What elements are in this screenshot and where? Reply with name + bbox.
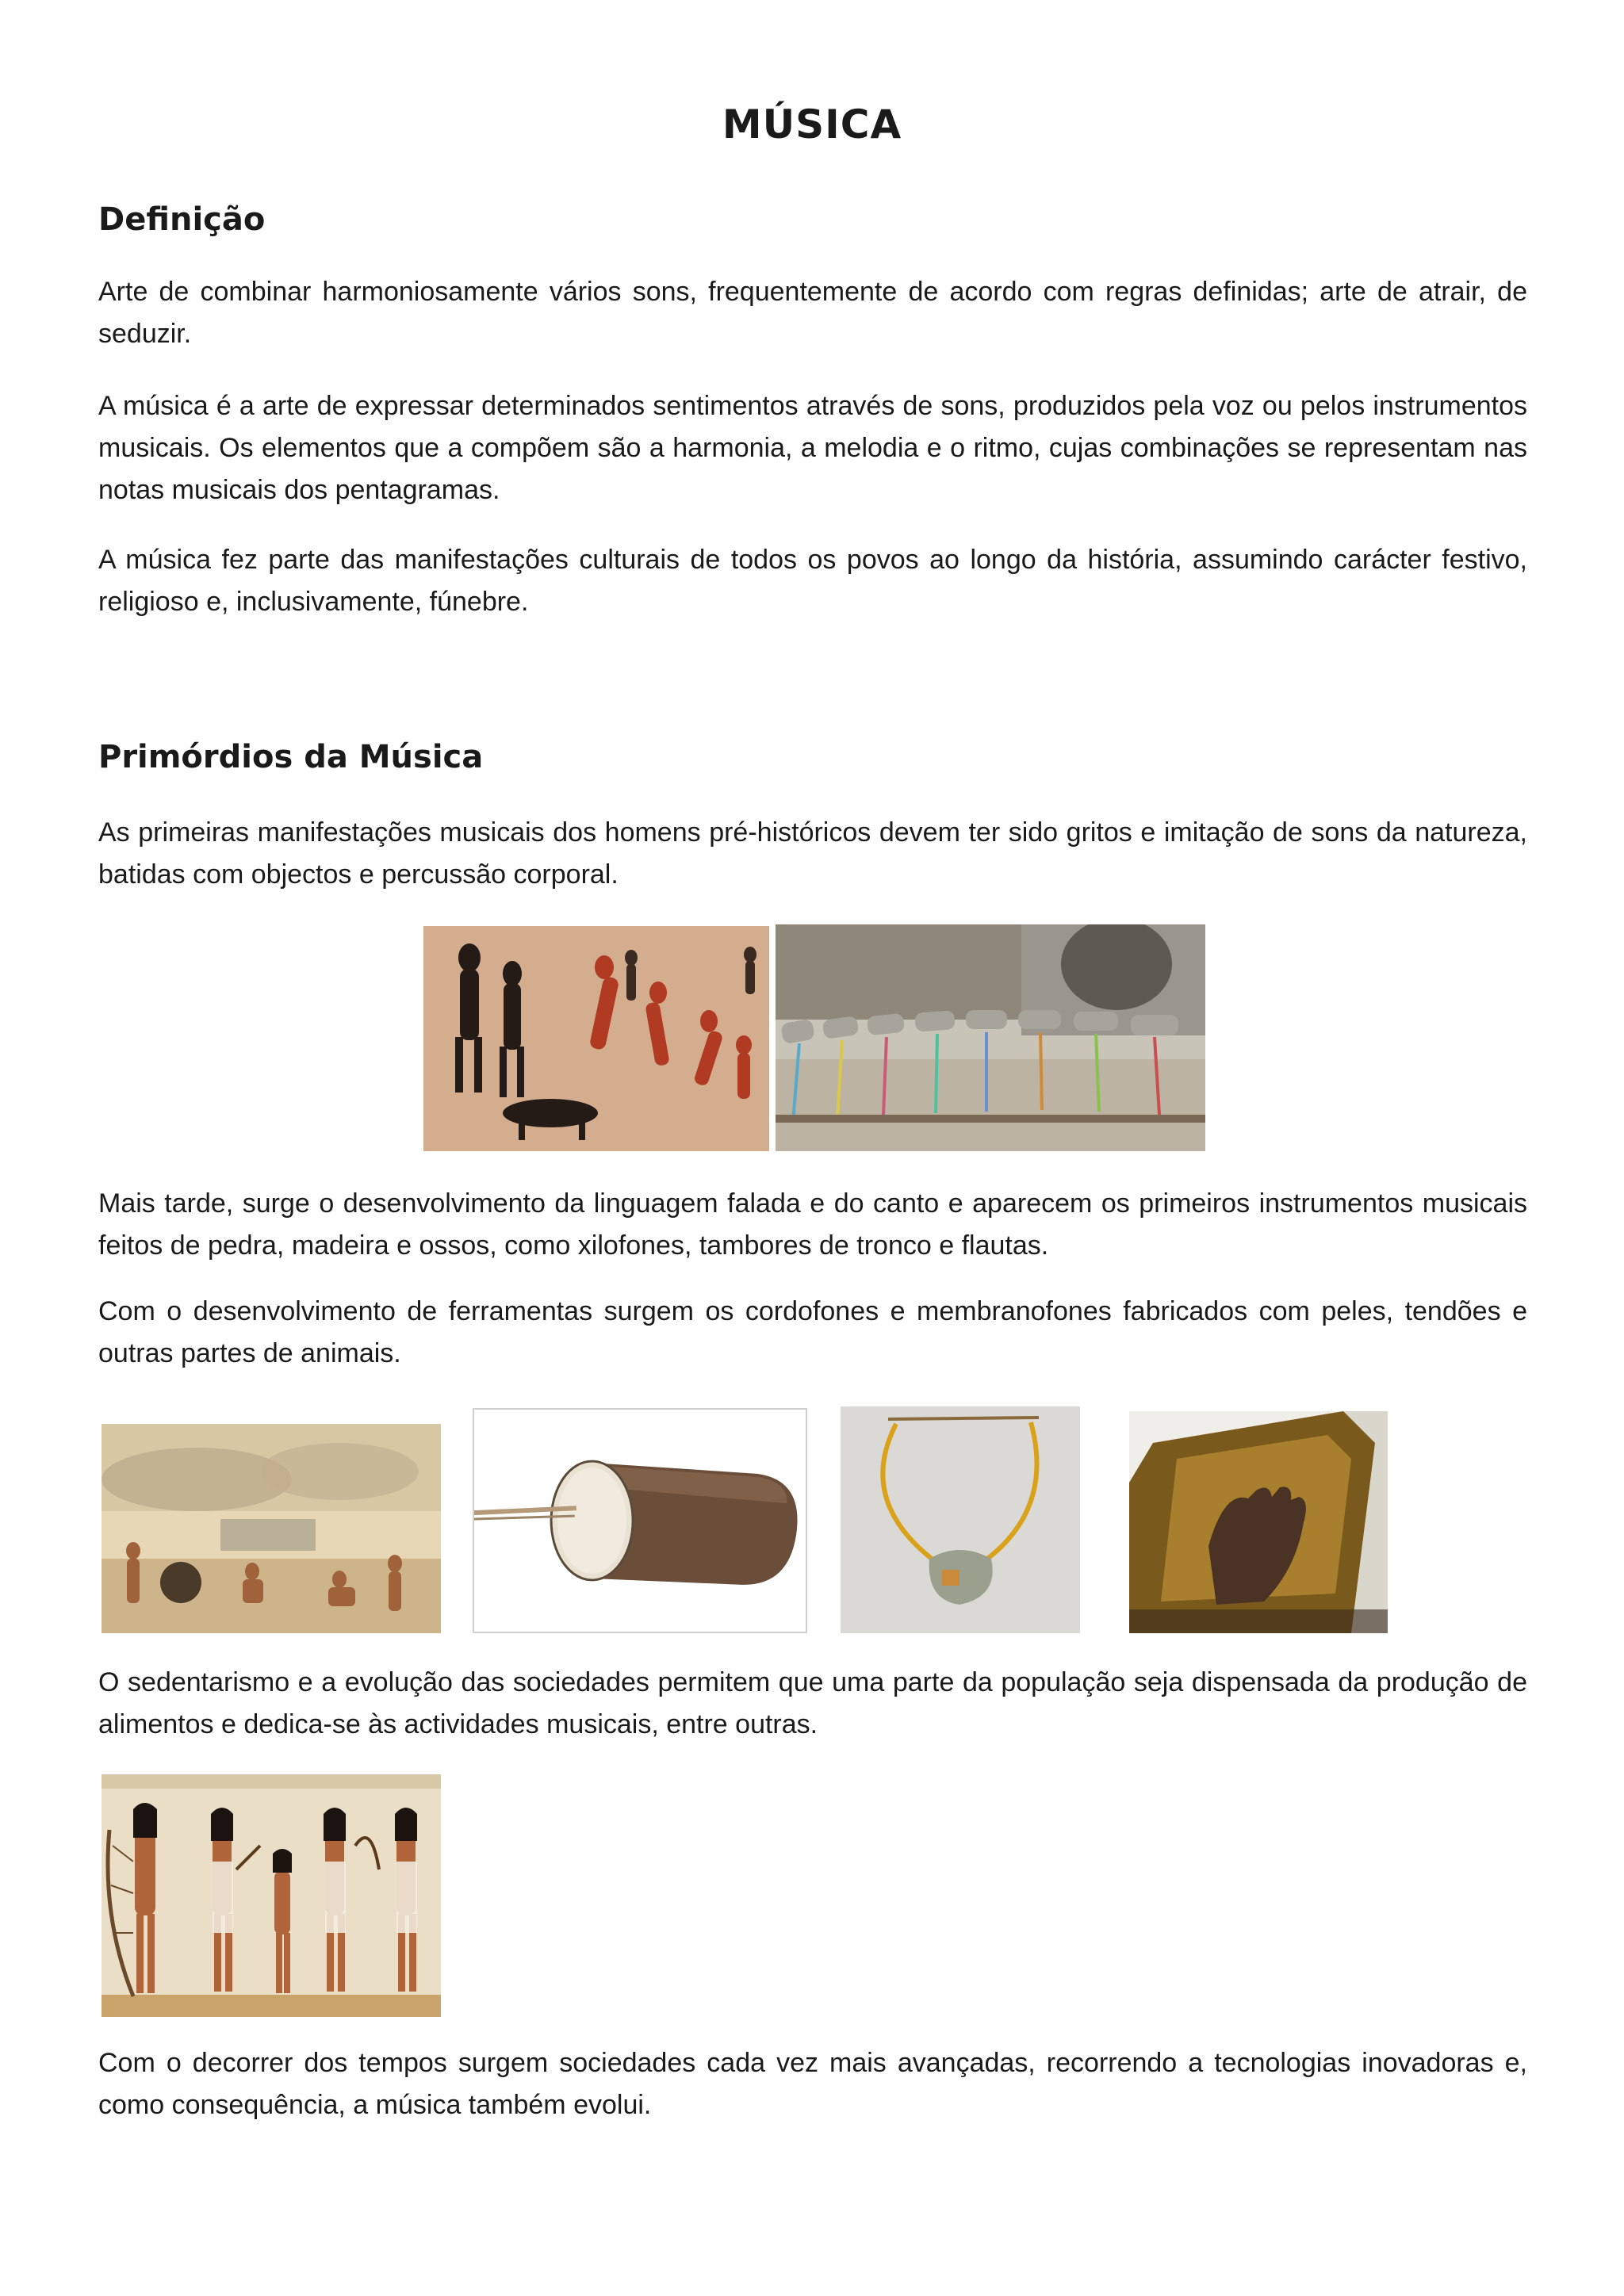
paragraph: O sedentarismo e a evolução das sociedades permitem que uma parte da população seja dispensada da produção de alimentos e dedica-se às actividades musicais, entre outras. (98, 1667, 1527, 1739)
paragraph: A música é a arte de expressar determinados sentimentos através de sons, produzidos pela voz ou pelos instrumentos musicais. Os elementos que a compõem são a harmonia, a melodia e o ritmo, cujas combinações se representam nas notas musicais dos pentagramas. (98, 391, 1527, 505)
cave-painting-image (423, 926, 769, 1151)
paragraph: A música fez parte das manifestações culturais de todos os povos ao longo da história, assumindo carácter festivo, religioso e, inclusivamente, fúnebre. (98, 545, 1527, 617)
skin-instrument-image (1129, 1411, 1388, 1633)
prehistoric-scene-image (102, 1424, 441, 1633)
paragraph: Com o desenvolvimento de ferramentas surgem os cordofones e membranofones fabricados com peles, tendões e outras partes de animais. (98, 1296, 1527, 1368)
paragraph: Arte de combinar harmoniosamente vários sons, frequentemente de acordo com regras definidas; arte de atrair, de seduzir. (98, 277, 1527, 349)
drum-image (473, 1408, 807, 1633)
paragraph: Com o decorrer dos tempos surgem sociedades cada vez mais avançadas, recorrendo a tecnologias inovadoras e, como consequência, a música também evolui. (98, 2048, 1527, 2120)
paragraph: Mais tarde, surge o desenvolvimento da linguagem falada e do canto e aparecem os primeiros instrumentos musicais feitos de pedra, madeira e ossos, como xilofones, tambores de tronco e flautas. (98, 1188, 1527, 1261)
document-title: MÚSICA (722, 101, 902, 147)
section-heading-primordios: Primórdios da Música (98, 739, 484, 775)
necklace-instrument-image (841, 1406, 1080, 1633)
section-heading-definicao: Definição (98, 201, 266, 238)
egyptian-musicians-image (102, 1774, 441, 2017)
stone-xylophone-image (776, 924, 1205, 1151)
paragraph: As primeiras manifestações musicais dos homens pré-históricos devem ter sido gritos e imitação de sons da natureza, batidas com objectos e percussão corporal. (98, 817, 1527, 890)
